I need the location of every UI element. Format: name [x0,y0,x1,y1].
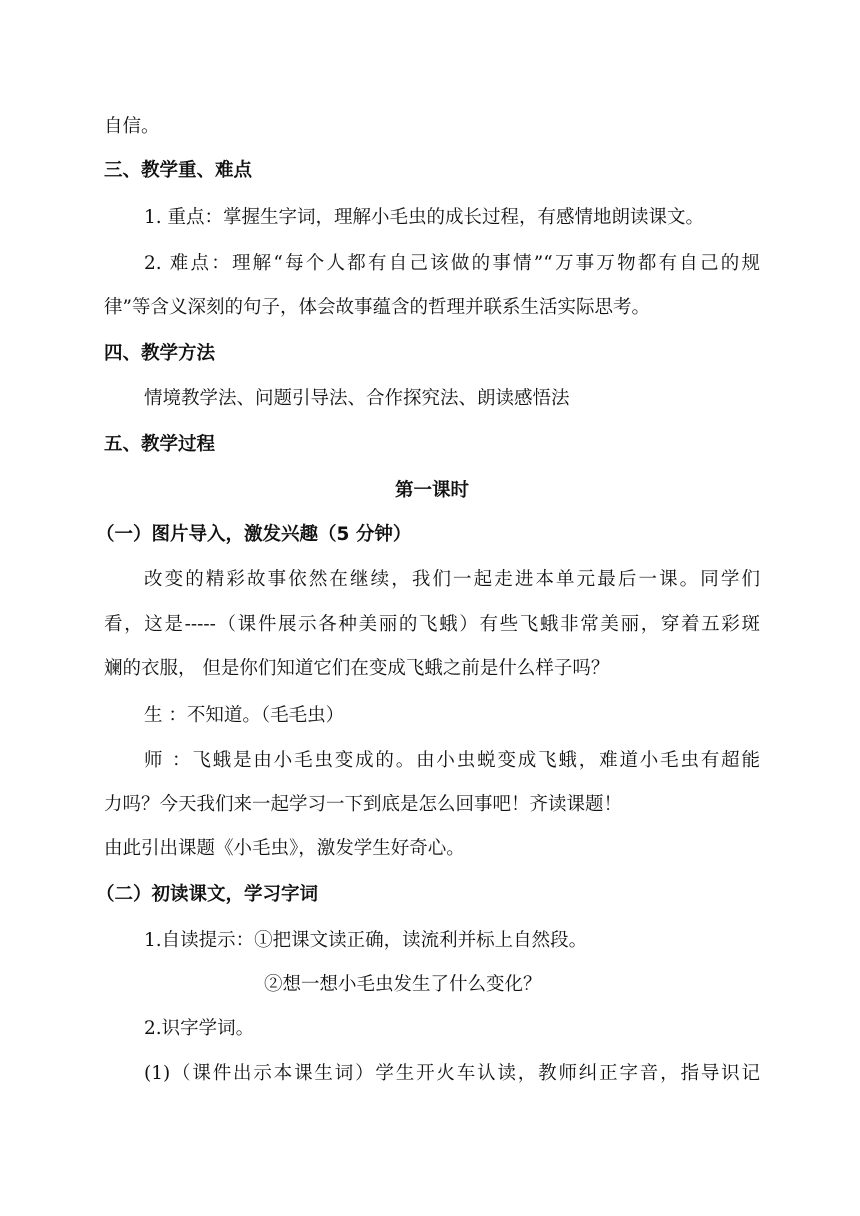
text-line-reading-tip-2: ②想一想小毛虫发生了什么变化？ [264,974,542,995]
section-heading-process: 五、教学过程 [104,434,216,455]
text-line-methods: 情境教学法、问题引导法、合作探究法、朗读感悟法 [144,388,570,409]
text-line-intro-1: 改变的精彩故事依然在继续，我们一起走进本单元最后一课。同学们 [144,569,760,590]
text-line-reading-tip-1: 1.自读提示：①把课文读正确，读流利并标上自然段。 [144,930,588,951]
text-line-difficulty: 2. 难点：理解“每个人都有自己该做的事情”“万事万物都有自己的规 [144,253,760,274]
text-line-intro-2: 看，这是-----（课件展示各种美丽的飞蛾）有些飞蛾非常美丽，穿着五彩斑 [104,614,760,635]
text-line-student-answer: 生 ：不知道。（毛毛虫） [144,705,345,726]
text-line-vocab-step-1: (1)（课件出示本课生词）学生开火车认读，教师纠正字音，指导识记 [144,1063,760,1084]
text-line-key-point: 1. 重点：掌握生字词，理解小毛虫的成长过程，有感情地朗读课文。 [144,207,705,228]
text-line-intro-3: 斓的衣服， 但是你们知道它们在变成飞蛾之前是什么样子吗？ [104,658,610,679]
text-line-teacher-2: 力吗？今天我们来一起学习一下到底是怎么回事吧！齐读课题！ [104,794,623,815]
text-line-vocab: 2.识字学词。 [144,1018,255,1039]
section-heading-methods: 四、教学方法 [104,343,216,364]
text-line-difficulty-cont: 律”等含义深刻的句子，体会故事蕴含的哲理并联系生活实际思考。 [104,297,650,318]
text-line-teacher-1: 师 ：飞蛾是由小毛虫变成的。由小虫蜕变成飞蛾，难道小毛虫有超能 [144,750,760,771]
subheading-first-reading: （二）初读课文，学习字词 [96,884,319,905]
lesson-title-first: 第一课时 [394,480,469,501]
text-line-intro-summary: 由此引出课题《小毛虫》，激发学生好奇心。 [104,838,465,859]
text-line-continuation: 自信。 [104,116,160,137]
subheading-intro: （一）图片导入，激发兴趣（5 分钟） [96,524,412,545]
section-heading-key-points: 三、教学重、难点 [104,160,253,181]
